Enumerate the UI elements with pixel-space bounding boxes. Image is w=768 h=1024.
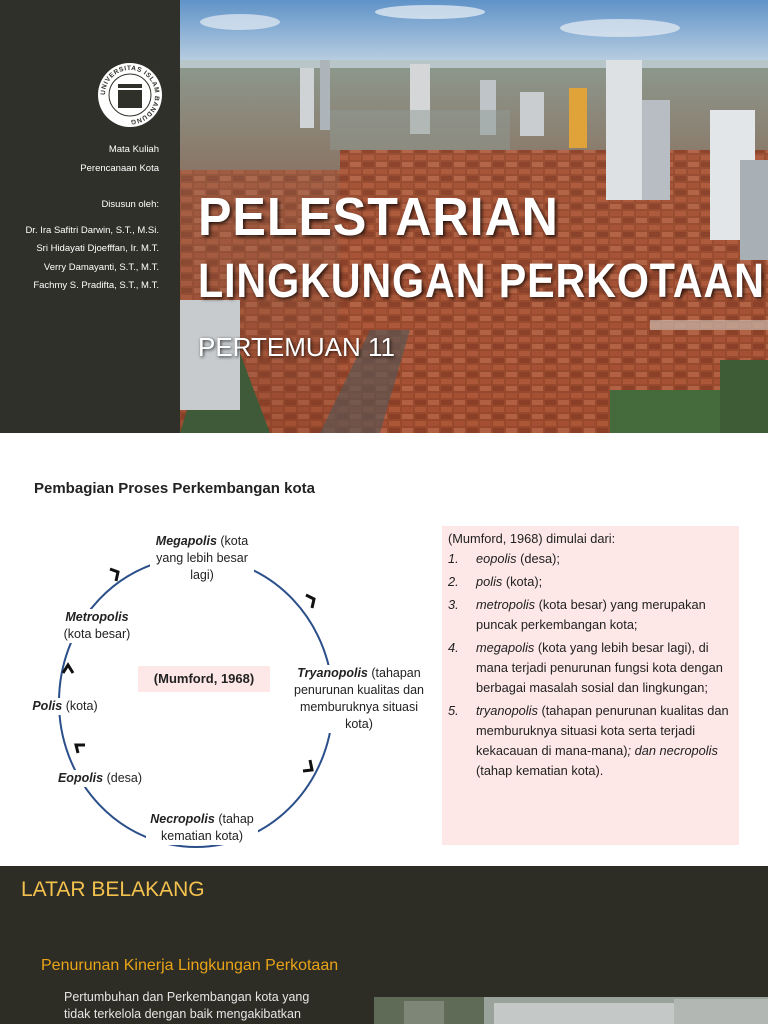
meeting-number: PERTEMUAN 11: [198, 332, 395, 362]
cycle-node-polis: [28, 698, 102, 715]
node-term: Polis: [32, 699, 63, 713]
authors-label: Disusun oleh:: [101, 199, 159, 210]
list-number: 2.: [448, 574, 459, 589]
node-term: Tryanopolis: [297, 666, 368, 680]
title-slide-sidebar: [0, 0, 180, 433]
node-desc: (tahap kematian kota): [161, 812, 254, 843]
course-label: Mata Kuliah: [108, 144, 159, 155]
body-text: [64, 989, 309, 1023]
node-term: Megapolis: [155, 534, 217, 548]
cycle-arrow: [306, 595, 314, 608]
node-desc: (kota yang lebih besar lagi): [156, 534, 249, 582]
list-text: (kota yang lebih besar lagi), di mana terjadi penurunan fungsi kota dengan berbagai masalah sosial dan lingkungan;: [476, 640, 723, 695]
list-text: (kota besar) yang merupakan puncak perkembangan kota;: [476, 597, 706, 632]
presentation-title-line-1: PELESTARIAN: [198, 187, 559, 247]
node-desc: (kota besar): [63, 627, 131, 641]
node-desc: (desa): [103, 771, 143, 785]
slide-title: Pembagian Proses Perkembangan kota: [34, 480, 315, 497]
list-term: polis: [476, 574, 503, 589]
street-photo: [374, 997, 768, 1024]
cycle-node-tryanopolis: [286, 665, 432, 733]
cycle-node-megapolis: [150, 533, 254, 584]
cycle-arrow: [110, 569, 118, 581]
node-term: Necropolis: [150, 812, 215, 826]
city-development-slide: [0, 433, 768, 866]
university-logo: [97, 62, 163, 128]
list-term: eopolis: [476, 551, 517, 566]
list-number: 5.: [448, 703, 459, 718]
list-intro: (Mumford, 1968) dimulai dari:: [448, 531, 616, 546]
list-number: 4.: [448, 640, 459, 655]
cycle-arrow: [76, 745, 85, 753]
list-number: 3.: [448, 597, 459, 612]
list-text: (tahap kematian kota).: [476, 763, 604, 778]
cycle-node-eopolis: [54, 770, 146, 787]
list-text: (desa);: [516, 551, 560, 566]
body-line: Pertumbuhan dan Perkembangan kota yang: [64, 990, 310, 1004]
author-name: Verry Damayanti, S.T., M.T.: [43, 262, 159, 273]
citation-label: (Mumford, 1968): [138, 666, 270, 692]
stages-list: [448, 549, 733, 781]
list-term: tryanopolis: [476, 703, 538, 718]
list-term: megapolis: [476, 640, 535, 655]
node-term: Metropolis: [65, 610, 129, 624]
list-term: necropolis: [659, 743, 718, 758]
author-name: Dr. Ira Safitri Darwin, S.T., M.Si.: [25, 225, 159, 236]
author-name: Fachmy S. Pradifta, S.T., M.T.: [33, 280, 159, 291]
presentation-title-line-2: LINGKUNGAN PERKOTAAN: [198, 255, 765, 308]
logo-text: UNIVERSITAS ISLAM BANDUNG: [99, 64, 161, 126]
list-item: [448, 701, 733, 781]
list-term: metropolis: [476, 597, 536, 612]
body-line: tidak terkelola dengan baik mengakibatkan: [64, 1007, 301, 1021]
node-desc: (tahapan penurunan kualitas dan memburuknya situasi kota): [294, 666, 424, 731]
cycle-arrow: [63, 665, 73, 673]
cycle-node-metropolis: [56, 609, 138, 643]
course-name: Perencanaan Kota: [80, 163, 159, 174]
section-heading: LATAR BELAKANG: [21, 878, 205, 901]
list-text: ; dan: [627, 743, 660, 758]
section-subheading: Penurunan Kinerja Lingkungan Perkotaan: [41, 957, 339, 974]
list-text: (kota);: [502, 574, 543, 589]
cycle-node-necropolis: [146, 811, 258, 845]
stages-list-box: [442, 526, 739, 845]
list-item: [448, 638, 733, 698]
list-number: 1.: [448, 551, 459, 566]
title-slide: [0, 0, 768, 433]
background-slide: [0, 866, 768, 1024]
list-item: [448, 549, 733, 569]
node-desc: (kota): [62, 699, 98, 713]
list-text: (tahapan penurunan kualitas dan memburuknya situasi kota serta terjadi kekacauan di mana-mana): [476, 703, 729, 758]
list-item: [448, 595, 733, 635]
cycle-arrow: [303, 760, 312, 771]
author-name: Sri Hidayati Djoefffan, Ir. M.T.: [36, 243, 159, 254]
node-term: Eopolis: [57, 771, 104, 785]
list-item: [448, 572, 733, 592]
